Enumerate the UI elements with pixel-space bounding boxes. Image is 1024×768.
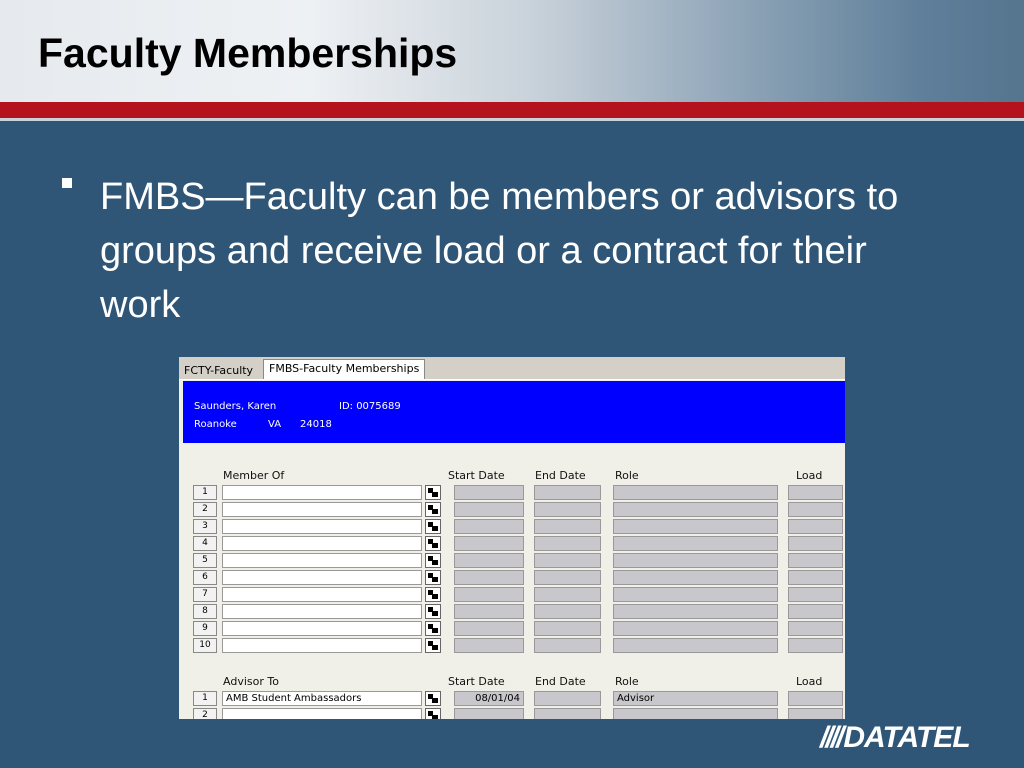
person-zip: 24018 xyxy=(300,419,332,430)
row-number: 2 xyxy=(193,502,217,517)
load-field[interactable] xyxy=(788,638,843,653)
start-date-field[interactable] xyxy=(454,519,524,534)
start-date-field[interactable] xyxy=(454,536,524,551)
lookup-icon[interactable] xyxy=(425,587,441,602)
load-field[interactable] xyxy=(788,587,843,602)
role-field[interactable] xyxy=(613,485,778,500)
end-date-field[interactable] xyxy=(534,570,601,585)
end-date-field[interactable] xyxy=(534,708,601,719)
advisor-field[interactable]: AMB Student Ambassadors xyxy=(222,691,422,706)
start-date-field[interactable] xyxy=(454,638,524,653)
start-date-field[interactable] xyxy=(454,553,524,568)
person-name: Saunders, Karen xyxy=(194,401,277,412)
title-divider xyxy=(0,102,1024,118)
start-date-field[interactable] xyxy=(454,621,524,636)
member-field[interactable] xyxy=(222,502,422,517)
person-header xyxy=(183,381,845,443)
header-end-date: End Date xyxy=(535,469,586,482)
lookup-icon[interactable] xyxy=(425,708,441,719)
bullet-text: FMBS—Faculty can be members or advisors to groups and receive load or a contract for their work xyxy=(100,176,899,326)
role-field[interactable] xyxy=(613,604,778,619)
start-date-field[interactable] xyxy=(454,587,524,602)
start-date-field[interactable] xyxy=(454,708,524,719)
header-advisor-start-date: Start Date xyxy=(448,675,505,688)
start-date-field[interactable]: 08/01/04 xyxy=(454,691,524,706)
tab-fmbs-faculty-memberships[interactable]: FMBS-Faculty Memberships xyxy=(263,359,425,379)
row-number: 3 xyxy=(193,519,217,534)
member-field[interactable] xyxy=(222,587,422,602)
person-id: ID: 0075689 xyxy=(339,401,401,412)
header-advisor-role: Role xyxy=(615,675,639,688)
role-field[interactable] xyxy=(613,621,778,636)
load-field[interactable] xyxy=(788,485,843,500)
lookup-icon[interactable] xyxy=(425,536,441,551)
role-field[interactable] xyxy=(613,502,778,517)
role-field[interactable] xyxy=(613,587,778,602)
header-advisor-load: Load xyxy=(796,675,823,688)
member-field[interactable] xyxy=(222,621,422,636)
member-field[interactable] xyxy=(222,570,422,585)
row-number: 4 xyxy=(193,536,217,551)
load-field[interactable] xyxy=(788,536,843,551)
lookup-icon[interactable] xyxy=(425,553,441,568)
end-date-field[interactable] xyxy=(534,519,601,534)
advisor-field[interactable] xyxy=(222,708,422,719)
start-date-field[interactable] xyxy=(454,502,524,517)
end-date-field[interactable] xyxy=(534,604,601,619)
lookup-icon[interactable] xyxy=(425,621,441,636)
row-number: 2 xyxy=(193,708,217,719)
lookup-icon[interactable] xyxy=(425,570,441,585)
row-number: 5 xyxy=(193,553,217,568)
fmbs-screenshot xyxy=(179,357,845,719)
load-field[interactable] xyxy=(788,604,843,619)
tab-bar xyxy=(179,357,845,380)
member-field[interactable] xyxy=(222,485,422,500)
header-advisor-end-date: End Date xyxy=(535,675,586,688)
row-number: 10 xyxy=(193,638,217,653)
role-field[interactable]: Advisor xyxy=(613,691,778,706)
header-load: Load xyxy=(796,469,823,482)
row-number: 8 xyxy=(193,604,217,619)
member-field[interactable] xyxy=(222,638,422,653)
person-state: VA xyxy=(268,419,282,430)
row-number: 1 xyxy=(193,485,217,500)
lookup-icon[interactable] xyxy=(425,638,441,653)
member-field[interactable] xyxy=(222,519,422,534)
role-field[interactable] xyxy=(613,519,778,534)
role-field[interactable] xyxy=(613,536,778,551)
end-date-field[interactable] xyxy=(534,485,601,500)
role-field[interactable] xyxy=(613,570,778,585)
end-date-field[interactable] xyxy=(534,502,601,517)
load-field[interactable] xyxy=(788,519,843,534)
member-field[interactable] xyxy=(222,553,422,568)
row-number: 1 xyxy=(193,691,217,706)
lookup-icon[interactable] xyxy=(425,485,441,500)
start-date-field[interactable] xyxy=(454,485,524,500)
end-date-field[interactable] xyxy=(534,621,601,636)
start-date-field[interactable] xyxy=(454,604,524,619)
row-number: 6 xyxy=(193,570,217,585)
person-city: Roanoke xyxy=(194,419,237,430)
role-field[interactable] xyxy=(613,708,778,719)
end-date-field[interactable] xyxy=(534,638,601,653)
header-start-date: Start Date xyxy=(448,469,505,482)
square-bullet-icon xyxy=(62,178,72,188)
slide-title: Faculty Memberships xyxy=(38,30,458,76)
lookup-icon[interactable] xyxy=(425,604,441,619)
load-field[interactable] xyxy=(788,708,843,719)
member-field[interactable] xyxy=(222,536,422,551)
role-field[interactable] xyxy=(613,638,778,653)
load-field[interactable] xyxy=(788,691,843,706)
end-date-field[interactable] xyxy=(534,587,601,602)
load-field[interactable] xyxy=(788,502,843,517)
row-number: 7 xyxy=(193,587,217,602)
end-date-field[interactable] xyxy=(534,553,601,568)
lookup-icon[interactable] xyxy=(425,691,441,706)
logo-slashes: //// xyxy=(820,721,842,754)
role-field[interactable] xyxy=(613,553,778,568)
header-advisor-to: Advisor To xyxy=(223,675,279,688)
load-field[interactable] xyxy=(788,570,843,585)
start-date-field[interactable] xyxy=(454,570,524,585)
load-field[interactable] xyxy=(788,553,843,568)
lookup-icon[interactable] xyxy=(425,502,441,517)
datatel-logo xyxy=(820,722,970,754)
end-date-field[interactable] xyxy=(534,691,601,706)
lookup-icon[interactable] xyxy=(425,519,441,534)
member-field[interactable] xyxy=(222,604,422,619)
load-field[interactable] xyxy=(788,621,843,636)
header-member-of: Member Of xyxy=(223,469,285,482)
end-date-field[interactable] xyxy=(534,536,601,551)
header-role: Role xyxy=(615,469,639,482)
row-number: 9 xyxy=(193,621,217,636)
tab-fcty-faculty[interactable]: FCTY-Faculty xyxy=(184,364,254,377)
logo-text: DATATEL xyxy=(843,721,970,754)
